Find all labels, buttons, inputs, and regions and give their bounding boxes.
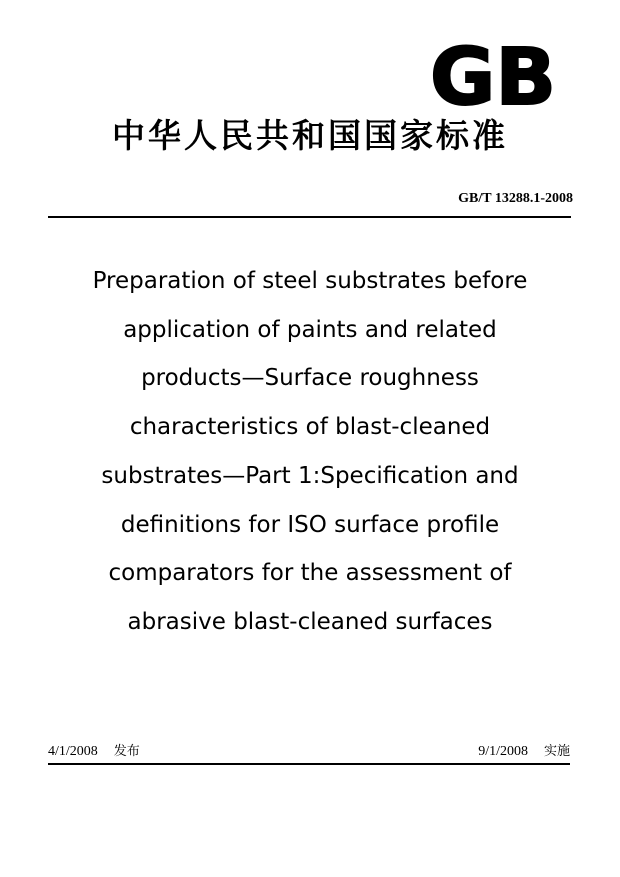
issue-label: 发布 [113, 744, 140, 759]
title-line: characteristics of blast-cleaned [129, 414, 491, 441]
title-line: definitions for ISO surface profile [120, 511, 500, 538]
header-divider [48, 216, 571, 218]
implementation-date-block [478, 743, 570, 761]
title-line: application of paints and related [123, 316, 497, 343]
implementation-label: 实施 [543, 744, 570, 759]
footer-divider [48, 763, 570, 765]
gb-logo-text: GB [430, 40, 556, 112]
standard-number: GB/T 13288.1-2008 [458, 191, 573, 206]
issue-date: 4/1/2008 [48, 744, 98, 759]
issue-date-block [48, 743, 140, 761]
gb-logo [428, 40, 558, 112]
title-line: substrates—Part 1:Specification and [101, 462, 519, 489]
implementation-date: 9/1/2008 [478, 744, 528, 759]
document-title [40, 257, 580, 647]
title-line: Preparation of steel substrates before [92, 268, 528, 294]
title-line: comparators for the assessment of [108, 560, 512, 587]
organization-name: 中华人民共和国国家标准 [112, 116, 508, 155]
title-line: abrasive blast-cleaned surfaces [127, 608, 493, 635]
title-line: products—Surface roughness [141, 365, 479, 392]
